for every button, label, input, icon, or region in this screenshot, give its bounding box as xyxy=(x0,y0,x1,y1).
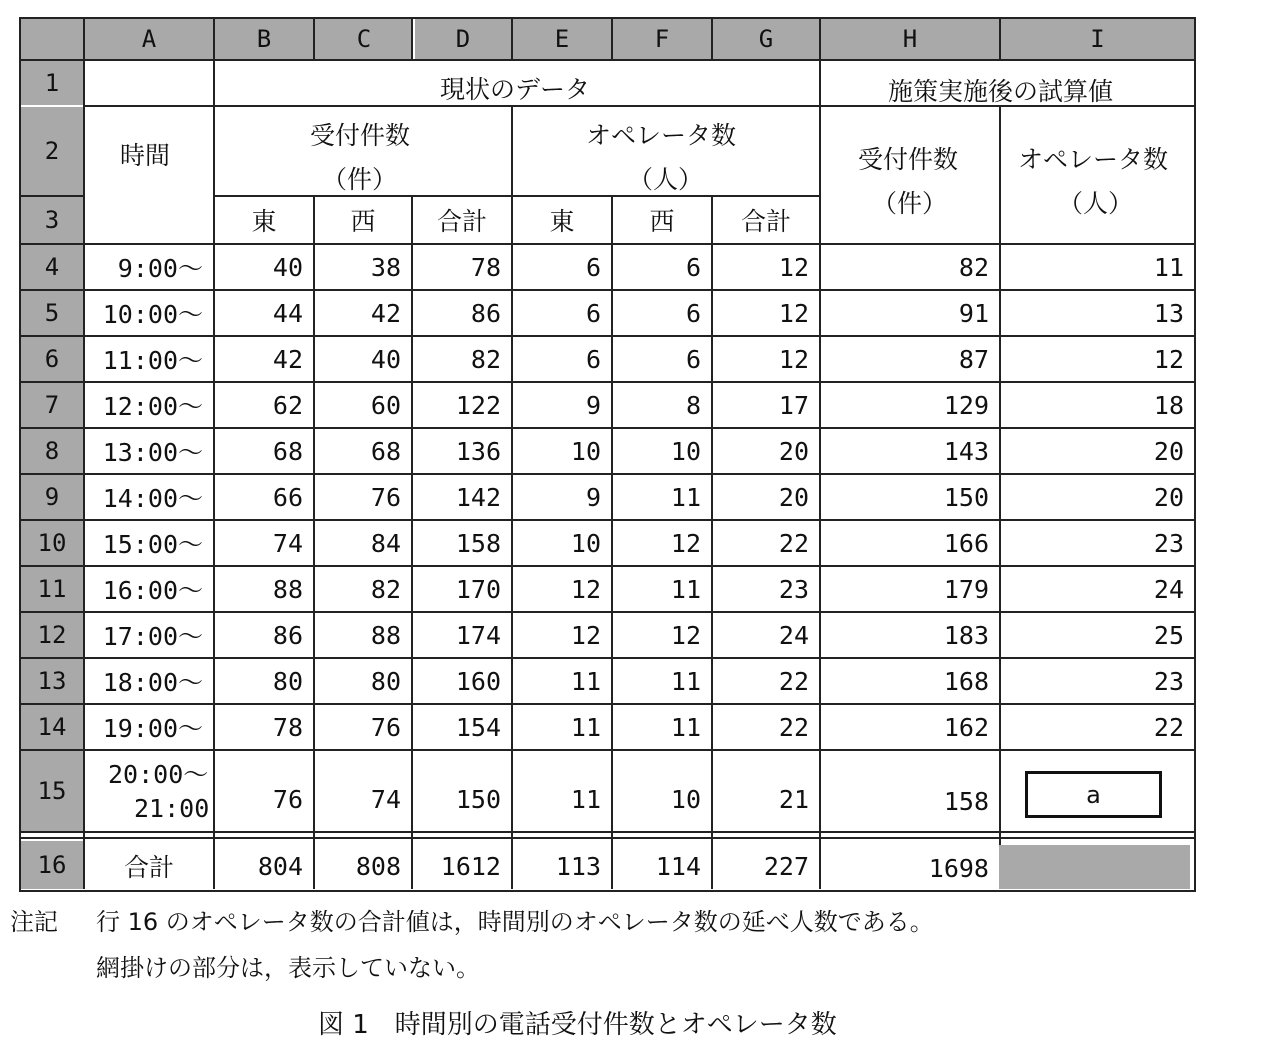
grid-line xyxy=(411,19,413,59)
column-header-i: I xyxy=(1001,19,1194,59)
row-header-13: 13 xyxy=(21,659,83,703)
row16-east-operators: 113 xyxy=(555,851,601,881)
row16-total-label: 合計 xyxy=(123,853,174,882)
row-header-3: 3 xyxy=(21,197,83,243)
table-cell-total-operators: 22 xyxy=(778,712,809,742)
double-line-bottom xyxy=(21,837,1194,839)
row15-west-operators: 10 xyxy=(670,784,701,814)
row15-west-calls: 74 xyxy=(370,784,401,814)
row-header-6: 6 xyxy=(21,337,83,381)
table-cell-west-operators: 10 xyxy=(670,436,701,466)
table-cell-total-calls: 158 xyxy=(455,528,501,558)
table-cell-east-calls: 86 xyxy=(272,620,303,650)
row-header-10: 10 xyxy=(21,521,83,565)
table-cell-after-operators: 23 xyxy=(1153,528,1184,558)
row-header-2: 2 xyxy=(21,107,83,195)
table-cell-total-calls: 86 xyxy=(470,298,501,328)
column-header-c: C xyxy=(315,19,413,59)
table-cell-east-calls: 68 xyxy=(272,436,303,466)
row-header-4: 4 xyxy=(21,245,83,289)
table-cell-east-operators: 12 xyxy=(570,574,601,604)
row-header-7: 7 xyxy=(21,383,83,427)
column-header-h: H xyxy=(821,19,999,59)
row15-east-operators: 11 xyxy=(570,784,601,814)
total-operators-heading: 合計 xyxy=(740,207,791,236)
grid-line xyxy=(21,749,1194,751)
row16-west-calls: 808 xyxy=(355,851,401,881)
table-cell-after-operators: 13 xyxy=(1153,298,1184,328)
table-cell-total-calls: 78 xyxy=(470,252,501,282)
row-header-11: 11 xyxy=(21,567,83,611)
table-cell-east-calls: 80 xyxy=(272,666,303,696)
row-header-9: 9 xyxy=(21,475,83,519)
table-cell-total-calls: 170 xyxy=(455,574,501,604)
table-cell-east-operators: 9 xyxy=(585,482,601,512)
table-cell-after-calls: 150 xyxy=(943,482,989,512)
row-header-14: 14 xyxy=(21,705,83,749)
table-cell-east-operators: 6 xyxy=(585,252,601,282)
table-cell-total-calls: 154 xyxy=(455,712,501,742)
table-cell-west-operators: 12 xyxy=(670,620,701,650)
table-cell-after-operators: 22 xyxy=(1153,712,1184,742)
table-cell-after-calls: 179 xyxy=(943,574,989,604)
row15-east-calls: 76 xyxy=(272,784,303,814)
time-heading: 時間 xyxy=(120,141,171,170)
answer-box-a: a xyxy=(1025,771,1162,818)
calls-unit: （件） xyxy=(322,165,398,194)
column-header-g: G xyxy=(713,19,819,59)
table-cell-total-calls: 82 xyxy=(470,344,501,374)
west-calls-heading: 西 xyxy=(350,207,376,236)
row15-after-calls: 158 xyxy=(943,786,989,816)
row-header-16: 16 xyxy=(21,841,83,889)
table-cell-after-calls: 129 xyxy=(943,390,989,420)
table-cell-time: 9:00～ xyxy=(117,254,203,283)
hatched-cell xyxy=(999,845,1190,889)
row15-total-operators: 21 xyxy=(778,784,809,814)
row-header-1: 1 xyxy=(21,61,83,105)
grid-line xyxy=(611,19,613,59)
figure-caption: 図 1 時間別の電話受付件数とオペレータ数 xyxy=(318,1010,837,1040)
table-cell-west-calls: 76 xyxy=(370,482,401,512)
table-cell-east-operators: 11 xyxy=(570,666,601,696)
current-data-heading: 現状のデータ xyxy=(440,75,591,104)
table-cell-west-operators: 6 xyxy=(685,252,701,282)
table-cell-east-calls: 88 xyxy=(272,574,303,604)
table-cell-east-operators: 9 xyxy=(585,390,601,420)
table-cell-after-operators: 24 xyxy=(1153,574,1184,604)
operators-heading: オペレータ数 xyxy=(586,121,737,150)
row15-total-calls: 150 xyxy=(455,784,501,814)
table-cell-total-calls: 142 xyxy=(455,482,501,512)
table-cell-total-calls: 122 xyxy=(455,390,501,420)
table-cell-east-operators: 10 xyxy=(570,436,601,466)
grid-line xyxy=(511,19,513,59)
calls-heading: 受付件数 xyxy=(310,121,411,150)
table-cell-west-operators: 8 xyxy=(685,390,701,420)
table-cell-total-operators: 17 xyxy=(778,390,809,420)
table-cell-after-calls: 82 xyxy=(958,252,989,282)
table-cell-west-calls: 84 xyxy=(370,528,401,558)
table-cell-total-operators: 12 xyxy=(778,252,809,282)
table-cell-time: 16:00～ xyxy=(102,576,203,605)
table-cell-time: 15:00～ xyxy=(102,530,203,559)
row16-total-operators: 227 xyxy=(763,851,809,881)
table-cell-east-calls: 66 xyxy=(272,482,303,512)
table-cell-east-calls: 62 xyxy=(272,390,303,420)
table-cell-total-calls: 136 xyxy=(455,436,501,466)
table-cell-east-operators: 11 xyxy=(570,712,601,742)
table-cell-east-operators: 12 xyxy=(570,620,601,650)
table-cell-west-operators: 11 xyxy=(670,712,701,742)
operators-unit: （人） xyxy=(628,165,704,194)
table-cell-after-operators: 18 xyxy=(1153,390,1184,420)
table-cell-east-calls: 44 xyxy=(272,298,303,328)
table-cell-east-operators: 10 xyxy=(570,528,601,558)
table-cell-time: 12:00～ xyxy=(102,392,203,421)
after-operators-heading: オペレータ数 xyxy=(1018,145,1169,174)
row16-east-calls: 804 xyxy=(257,851,303,881)
table-cell-west-calls: 42 xyxy=(370,298,401,328)
row15-time-line2: 21:00 xyxy=(134,794,210,823)
table-cell-east-calls: 42 xyxy=(272,344,303,374)
column-header-a: A xyxy=(85,19,213,59)
table-cell-time: 14:00～ xyxy=(102,484,203,513)
grid-line xyxy=(21,195,83,197)
row16-total-calls: 1612 xyxy=(440,851,501,881)
corner-cell xyxy=(21,19,83,59)
table-cell-time: 13:00～ xyxy=(102,438,203,467)
table-cell-total-operators: 20 xyxy=(778,482,809,512)
table-cell-total-operators: 23 xyxy=(778,574,809,604)
after-operators-unit: （人） xyxy=(1058,189,1134,218)
table-cell-time: 18:00～ xyxy=(102,668,203,697)
table-cell-after-operators: 12 xyxy=(1153,344,1184,374)
table-cell-west-operators: 11 xyxy=(670,574,701,604)
double-line-top xyxy=(21,831,1194,833)
table-cell-total-operators: 24 xyxy=(778,620,809,650)
table-cell-after-calls: 166 xyxy=(943,528,989,558)
row15-time-line1: 20:00～ xyxy=(108,760,209,789)
grid-line xyxy=(711,19,713,59)
table-cell-west-operators: 12 xyxy=(670,528,701,558)
table-cell-after-operators: 20 xyxy=(1153,436,1184,466)
grid-line xyxy=(21,59,1194,61)
table-cell-after-operators: 20 xyxy=(1153,482,1184,512)
table-cell-west-calls: 60 xyxy=(370,390,401,420)
row-header-8: 8 xyxy=(21,429,83,473)
table-cell-after-operators: 11 xyxy=(1153,252,1184,282)
table-cell-total-operators: 22 xyxy=(778,666,809,696)
table-cell-west-operators: 11 xyxy=(670,482,701,512)
table-cell-time: 11:00～ xyxy=(102,346,203,375)
row-header-15: 15 xyxy=(21,751,83,831)
table-cell-east-operators: 6 xyxy=(585,344,601,374)
table-cell-east-operators: 6 xyxy=(585,298,601,328)
table-cell-total-operators: 20 xyxy=(778,436,809,466)
after-calls-heading: 受付件数 xyxy=(858,145,959,174)
table-cell-time: 10:00～ xyxy=(102,300,203,329)
table-cell-west-calls: 82 xyxy=(370,574,401,604)
table-cell-west-calls: 68 xyxy=(370,436,401,466)
table-cell-after-calls: 87 xyxy=(958,344,989,374)
table-cell-west-calls: 76 xyxy=(370,712,401,742)
row16-after-calls: 1698 xyxy=(928,853,989,883)
table-cell-after-operators: 23 xyxy=(1153,666,1184,696)
table-cell-total-calls: 160 xyxy=(455,666,501,696)
west-operators-heading: 西 xyxy=(649,207,675,236)
table-cell-west-operators: 11 xyxy=(670,666,701,696)
table-cell-after-calls: 168 xyxy=(943,666,989,696)
grid-line xyxy=(999,19,1001,59)
table-cell-after-calls: 91 xyxy=(958,298,989,328)
table-cell-east-calls: 40 xyxy=(272,252,303,282)
after-calls-unit: （件） xyxy=(872,189,948,218)
table-cell-after-calls: 143 xyxy=(943,436,989,466)
table-cell-total-operators: 12 xyxy=(778,298,809,328)
table-cell-west-operators: 6 xyxy=(685,298,701,328)
column-header-b: B xyxy=(215,19,313,59)
column-header-e: E xyxy=(513,19,611,59)
table-cell-east-calls: 78 xyxy=(272,712,303,742)
table-cell-total-operators: 22 xyxy=(778,528,809,558)
east-operators-heading: 東 xyxy=(549,207,575,236)
grid-line xyxy=(313,19,315,59)
row-header-12: 12 xyxy=(21,613,83,657)
table-cell-total-operators: 12 xyxy=(778,344,809,374)
column-header-f: F xyxy=(613,19,711,59)
east-calls-heading: 東 xyxy=(251,207,277,236)
table-cell-east-calls: 74 xyxy=(272,528,303,558)
row16-west-operators: 114 xyxy=(655,851,701,881)
table-cell-time: 19:00～ xyxy=(102,714,203,743)
note-line-1: 行 16 のオペレータ数の合計値は，時間別のオペレータ数の延べ人数である。 xyxy=(96,908,934,936)
table-cell-after-operators: 25 xyxy=(1153,620,1184,650)
table-cell-after-calls: 162 xyxy=(943,712,989,742)
table-cell-west-calls: 88 xyxy=(370,620,401,650)
table-cell-total-calls: 174 xyxy=(455,620,501,650)
after-measure-heading: 施策実施後の試算値 xyxy=(888,77,1114,106)
note-line-2: 網掛けの部分は，表示していない。 xyxy=(96,954,480,982)
table-cell-west-calls: 38 xyxy=(370,252,401,282)
column-header-d: D xyxy=(415,19,511,59)
table-cell-west-calls: 40 xyxy=(370,344,401,374)
row-header-5: 5 xyxy=(21,291,83,335)
table-cell-west-operators: 6 xyxy=(685,344,701,374)
table-cell-west-calls: 80 xyxy=(370,666,401,696)
note-label: 注記 xyxy=(10,908,58,936)
table-cell-after-calls: 183 xyxy=(943,620,989,650)
table-cell-time: 17:00～ xyxy=(102,622,203,651)
total-calls-heading: 合計 xyxy=(436,207,487,236)
